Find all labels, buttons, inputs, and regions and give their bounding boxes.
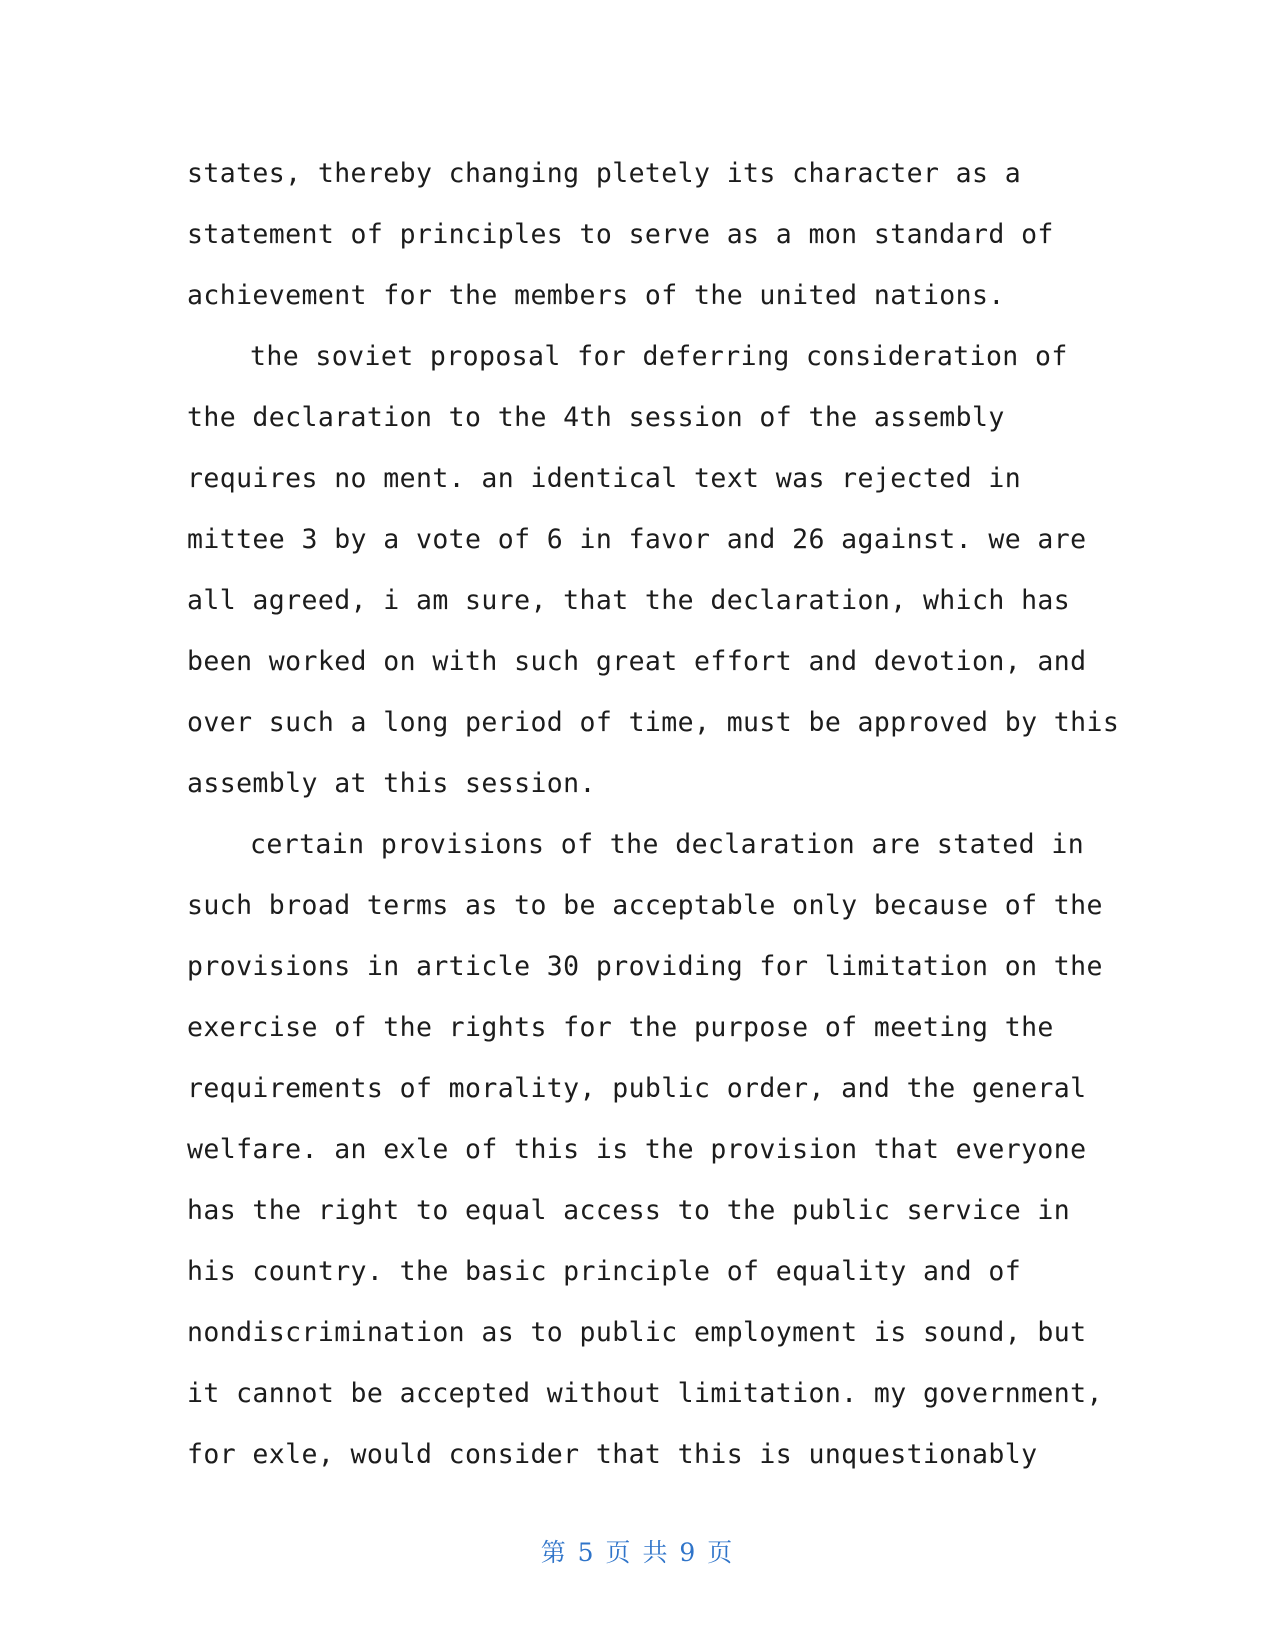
document-body <box>187 143 1120 1485</box>
text-line: requirements of morality, public order, and the general <box>187 1073 1087 1104</box>
text-line: assembly at this session. <box>187 768 596 799</box>
text-line: provisions in article 30 providing for limitation on the <box>187 951 1103 982</box>
text-line: the declaration to the 4th session of the assembly <box>187 402 1005 433</box>
text-line: his country. the basic principle of equality and of <box>187 1256 1022 1287</box>
text-line: achievement for the members of the united nations. <box>187 280 1005 311</box>
text-line: over such a long period of time, must be approved by this <box>187 707 1120 738</box>
text-line: states, thereby changing pletely its character as a <box>187 158 1022 189</box>
text-line: statement of principles to serve as a mon standard of <box>187 219 1054 250</box>
text-line: has the right to equal access to the public service in <box>187 1195 1071 1226</box>
paragraph-start-line: certain provisions of the declaration are stated in <box>250 829 1085 860</box>
text-line: for exle, would consider that this is unquestionably <box>187 1439 1038 1470</box>
text-line: welfare. an exle of this is the provision that everyone <box>187 1134 1087 1165</box>
paragraph-start-line: the soviet proposal for deferring consideration of <box>250 341 1068 372</box>
text-line: requires no ment. an identical text was rejected in <box>187 463 1022 494</box>
text-line: it cannot be accepted without limitation. my government, <box>187 1378 1103 1409</box>
text-line: been worked on with such great effort and devotion, and <box>187 646 1087 677</box>
page-number-footer: 第 5 页 共 9 页 <box>540 1538 735 1567</box>
text-line: such broad terms as to be acceptable only because of the <box>187 890 1103 921</box>
text-line: mittee 3 by a vote of 6 in favor and 26 against. we are <box>187 524 1087 555</box>
text-line: all agreed, i am sure, that the declaration, which has <box>187 585 1071 616</box>
text-line: nondiscrimination as to public employment is sound, but <box>187 1317 1087 1348</box>
text-line: exercise of the rights for the purpose of meeting the <box>187 1012 1054 1043</box>
